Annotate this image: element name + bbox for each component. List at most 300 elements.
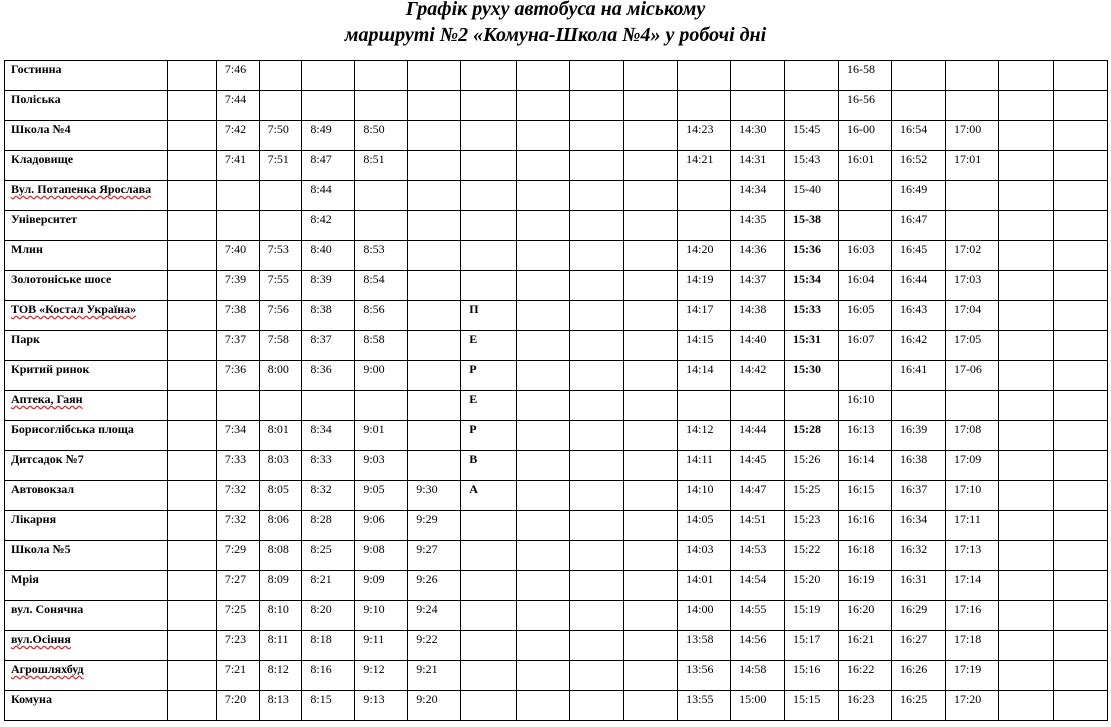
stop-name: Критий ринок (11, 362, 90, 376)
time-cell: 9:24 (408, 601, 461, 631)
time-cell (1053, 691, 1107, 721)
time-cell: 16:19 (839, 571, 892, 601)
time-cell: 15:19 (785, 601, 839, 631)
time-cell: 15:45 (785, 121, 839, 151)
time-cell (1053, 481, 1107, 511)
time-cell (998, 211, 1053, 241)
time-cell (998, 91, 1053, 121)
time-cell: 7:37 (216, 331, 259, 361)
time-cell: 16-00 (839, 121, 892, 151)
time-cell: 13:56 (678, 661, 731, 691)
time-cell (624, 211, 678, 241)
time-cell: 16-58 (839, 61, 892, 91)
time-cell: 16:22 (839, 661, 892, 691)
time-cell: 14:12 (678, 421, 731, 451)
time-cell: 7:40 (216, 241, 259, 271)
time-cell: 16:25 (891, 691, 945, 721)
table-row (5, 121, 1108, 151)
time-cell (570, 571, 624, 601)
time-cell (408, 331, 461, 361)
stop-name: ТОВ «Костал Україна» (11, 302, 137, 316)
time-cell: 17:13 (945, 541, 998, 571)
time-cell (731, 391, 785, 421)
time-cell: 7:29 (216, 541, 259, 571)
time-cell (998, 271, 1053, 301)
time-cell (517, 661, 570, 691)
time-cell (167, 121, 216, 151)
time-cell (517, 631, 570, 661)
time-cell: 14:34 (731, 181, 785, 211)
time-cell (355, 211, 408, 241)
time-cell (517, 451, 570, 481)
time-cell: 8:32 (302, 481, 355, 511)
stop-name-cell (5, 271, 168, 301)
time-cell: 13:55 (678, 691, 731, 721)
time-cell (517, 601, 570, 631)
time-cell (624, 661, 678, 691)
time-cell (570, 391, 624, 421)
time-cell: 9:13 (355, 691, 408, 721)
time-cell (167, 661, 216, 691)
time-cell (1053, 391, 1107, 421)
time-cell (839, 361, 892, 391)
time-cell (1053, 121, 1107, 151)
time-cell: 14:35 (731, 211, 785, 241)
time-cell: 8:08 (259, 541, 302, 571)
time-cell (624, 541, 678, 571)
time-cell (167, 691, 216, 721)
time-cell: 8:12 (259, 661, 302, 691)
time-cell (302, 391, 355, 421)
time-cell: 17:00 (945, 121, 998, 151)
time-cell (517, 691, 570, 721)
route-note-cell (461, 121, 517, 151)
time-cell: 9:00 (355, 361, 408, 391)
time-cell: 14:55 (731, 601, 785, 631)
time-cell: 14:58 (731, 661, 785, 691)
time-cell: 14:37 (731, 271, 785, 301)
time-cell (570, 91, 624, 121)
table-row (5, 481, 1108, 511)
time-cell (1053, 541, 1107, 571)
route-note-cell (461, 691, 517, 721)
time-cell: 8:40 (302, 241, 355, 271)
route-note-cell (461, 511, 517, 541)
stop-name-cell (5, 541, 168, 571)
table-row (5, 151, 1108, 181)
stop-name: Комуна (11, 692, 52, 706)
time-cell (1053, 361, 1107, 391)
time-cell: 16:26 (891, 661, 945, 691)
time-cell: 8:01 (259, 421, 302, 451)
time-cell (998, 151, 1053, 181)
time-cell (624, 271, 678, 301)
stop-name-cell (5, 151, 168, 181)
time-cell (570, 361, 624, 391)
time-cell: 14:31 (731, 151, 785, 181)
time-cell (998, 451, 1053, 481)
time-cell: 9:05 (355, 481, 408, 511)
route-note-cell (461, 631, 517, 661)
time-cell: 7:25 (216, 601, 259, 631)
time-cell (678, 391, 731, 421)
stop-name: Лікарня (11, 512, 57, 526)
route-note-cell (461, 91, 517, 121)
time-cell: 7:36 (216, 361, 259, 391)
time-cell: 16:16 (839, 511, 892, 541)
time-cell: 8:33 (302, 451, 355, 481)
stop-name-cell (5, 661, 168, 691)
time-cell (408, 181, 461, 211)
time-cell: 16:38 (891, 451, 945, 481)
time-cell: 15-38 (785, 211, 839, 241)
time-cell (408, 151, 461, 181)
time-cell (355, 391, 408, 421)
time-cell (517, 361, 570, 391)
time-cell (998, 571, 1053, 601)
time-cell (624, 361, 678, 391)
route-note-cell: Е (461, 331, 517, 361)
time-cell (216, 211, 259, 241)
time-cell (731, 61, 785, 91)
time-cell (1053, 571, 1107, 601)
time-cell: 8:09 (259, 571, 302, 601)
time-cell (167, 181, 216, 211)
stop-name: вул.Осіння (11, 632, 71, 646)
time-cell: 14:03 (678, 541, 731, 571)
time-cell (167, 421, 216, 451)
time-cell: 17:11 (945, 511, 998, 541)
time-cell: 8:06 (259, 511, 302, 541)
time-cell (624, 421, 678, 451)
time-cell: 14:47 (731, 481, 785, 511)
time-cell: 16:32 (891, 541, 945, 571)
time-cell: 16:37 (891, 481, 945, 511)
time-cell: 8:00 (259, 361, 302, 391)
time-cell: 15:23 (785, 511, 839, 541)
time-cell: 14:44 (731, 421, 785, 451)
time-cell (891, 91, 945, 121)
time-cell (517, 91, 570, 121)
time-cell: 14:15 (678, 331, 731, 361)
time-cell: 17:14 (945, 571, 998, 601)
time-cell: 7:34 (216, 421, 259, 451)
time-cell (517, 511, 570, 541)
stop-name: Університет (11, 212, 77, 226)
table-row (5, 91, 1108, 121)
time-cell (570, 61, 624, 91)
time-cell: 16:54 (891, 121, 945, 151)
time-cell (624, 121, 678, 151)
time-cell (998, 601, 1053, 631)
time-cell (624, 691, 678, 721)
table-row (5, 391, 1108, 421)
time-cell: 9:08 (355, 541, 408, 571)
time-cell (570, 331, 624, 361)
route-note-cell (461, 661, 517, 691)
time-cell (570, 211, 624, 241)
time-cell (408, 211, 461, 241)
time-cell: 15:25 (785, 481, 839, 511)
table-row (5, 421, 1108, 451)
time-cell (1053, 181, 1107, 211)
time-cell (167, 151, 216, 181)
time-cell (998, 511, 1053, 541)
time-cell (570, 421, 624, 451)
time-cell (998, 121, 1053, 151)
time-cell: 16:04 (839, 271, 892, 301)
time-cell: 9:09 (355, 571, 408, 601)
time-cell (785, 391, 839, 421)
time-cell: 14:10 (678, 481, 731, 511)
time-cell (517, 331, 570, 361)
time-cell: 16:44 (891, 271, 945, 301)
time-cell (998, 541, 1053, 571)
stop-name: Мрія (11, 572, 39, 586)
time-cell (570, 511, 624, 541)
stop-name: Парк (11, 332, 40, 346)
time-cell (408, 421, 461, 451)
time-cell (408, 121, 461, 151)
time-cell: 8:44 (302, 181, 355, 211)
time-cell (408, 301, 461, 331)
stop-name: Школа №4 (11, 122, 71, 136)
time-cell: 16:45 (891, 241, 945, 271)
table-row (5, 331, 1108, 361)
time-cell: 7:27 (216, 571, 259, 601)
time-cell: 15:15 (785, 691, 839, 721)
time-cell: 7:20 (216, 691, 259, 721)
route-note-cell (461, 61, 517, 91)
time-cell: 17:04 (945, 301, 998, 331)
time-cell: 16:07 (839, 331, 892, 361)
route-note-cell: А (461, 481, 517, 511)
stop-name: Поліська (11, 92, 61, 106)
stop-name: вул. Сонячна (11, 602, 84, 616)
time-cell: 7:56 (259, 301, 302, 331)
time-cell: 9:21 (408, 661, 461, 691)
table-row (5, 211, 1108, 241)
time-cell: 8:42 (302, 211, 355, 241)
time-cell: 9:03 (355, 451, 408, 481)
time-cell: 15:33 (785, 301, 839, 331)
time-cell (998, 241, 1053, 271)
time-cell (785, 91, 839, 121)
time-cell: 8:21 (302, 571, 355, 601)
time-cell (731, 91, 785, 121)
route-note-cell (461, 571, 517, 601)
time-cell: 7:51 (259, 151, 302, 181)
stop-name-cell (5, 301, 168, 331)
stop-name: Кладовище (11, 152, 74, 166)
time-cell: 9:30 (408, 481, 461, 511)
time-cell: 16:29 (891, 601, 945, 631)
time-cell (945, 391, 998, 421)
time-cell (259, 181, 302, 211)
route-note-cell (461, 601, 517, 631)
table-row (5, 631, 1108, 661)
time-cell (167, 511, 216, 541)
time-cell: 14:00 (678, 601, 731, 631)
time-cell: 16:10 (839, 391, 892, 421)
time-cell: 8:54 (355, 271, 408, 301)
time-cell (1053, 301, 1107, 331)
stop-name: Автовокзал (11, 482, 75, 496)
table-row (5, 571, 1108, 601)
time-cell: 16:01 (839, 151, 892, 181)
table-row (5, 361, 1108, 391)
table-row (5, 241, 1108, 271)
stop-name-cell (5, 361, 168, 391)
time-cell: 17:05 (945, 331, 998, 361)
time-cell (624, 451, 678, 481)
route-note-cell: В (461, 451, 517, 481)
stop-name: Школа №5 (11, 542, 71, 556)
time-cell: 14:20 (678, 241, 731, 271)
time-cell: 8:28 (302, 511, 355, 541)
time-cell: 14:23 (678, 121, 731, 151)
time-cell (259, 61, 302, 91)
time-cell: 8:56 (355, 301, 408, 331)
time-cell (408, 61, 461, 91)
time-cell (624, 571, 678, 601)
route-note-cell (461, 541, 517, 571)
time-cell: 8:50 (355, 121, 408, 151)
time-cell: 16:34 (891, 511, 945, 541)
time-cell: 8:03 (259, 451, 302, 481)
time-cell (259, 391, 302, 421)
time-cell: 17:18 (945, 631, 998, 661)
time-cell: 8:38 (302, 301, 355, 331)
time-cell (624, 511, 678, 541)
time-cell (998, 391, 1053, 421)
time-cell (1053, 421, 1107, 451)
time-cell (570, 301, 624, 331)
time-cell: 17:20 (945, 691, 998, 721)
time-cell: 13:58 (678, 631, 731, 661)
route-note-cell (461, 211, 517, 241)
time-cell: 9:11 (355, 631, 408, 661)
time-cell: 16:21 (839, 631, 892, 661)
stop-name-cell (5, 211, 168, 241)
time-cell (1053, 211, 1107, 241)
stop-name-cell (5, 511, 168, 541)
time-cell (1053, 271, 1107, 301)
time-cell: 15:36 (785, 241, 839, 271)
time-cell (998, 331, 1053, 361)
time-cell (945, 91, 998, 121)
time-cell: 7:32 (216, 481, 259, 511)
page-title: Графік руху автобуса на міському (405, 0, 706, 20)
time-cell (167, 391, 216, 421)
time-cell: 16:20 (839, 601, 892, 631)
time-cell: 14:53 (731, 541, 785, 571)
stop-name: Золотоніське шосе (11, 272, 112, 286)
time-cell (624, 61, 678, 91)
time-cell: 16:41 (891, 361, 945, 391)
time-cell (1053, 151, 1107, 181)
time-cell (517, 301, 570, 331)
time-cell: 15:16 (785, 661, 839, 691)
time-cell: 8:36 (302, 361, 355, 391)
time-cell (259, 211, 302, 241)
time-cell: 14:54 (731, 571, 785, 601)
stop-name-cell (5, 571, 168, 601)
time-cell (517, 481, 570, 511)
table-row (5, 691, 1108, 721)
time-cell: 15:00 (731, 691, 785, 721)
stop-name: Борисоглібська площа (11, 422, 134, 436)
time-cell: 7:41 (216, 151, 259, 181)
table-row (5, 661, 1108, 691)
time-cell (167, 331, 216, 361)
stop-name: Агрошляхбуд (11, 662, 84, 676)
time-cell: 8:47 (302, 151, 355, 181)
time-cell: 16:27 (891, 631, 945, 661)
time-cell (408, 271, 461, 301)
time-cell: 9:10 (355, 601, 408, 631)
time-cell: 15:17 (785, 631, 839, 661)
time-cell (570, 181, 624, 211)
time-cell: 9:29 (408, 511, 461, 541)
time-cell: 7:53 (259, 241, 302, 271)
time-cell: 14:40 (731, 331, 785, 361)
time-cell: 7:21 (216, 661, 259, 691)
time-cell: 7:39 (216, 271, 259, 301)
time-cell: 7:46 (216, 61, 259, 91)
stop-name-cell (5, 601, 168, 631)
time-cell: 16:05 (839, 301, 892, 331)
stop-name: Млин (11, 242, 43, 256)
time-cell: 8:11 (259, 631, 302, 661)
route-note-cell: П (461, 301, 517, 331)
time-cell (570, 241, 624, 271)
time-cell (517, 211, 570, 241)
time-cell (945, 211, 998, 241)
time-cell (570, 541, 624, 571)
time-cell (570, 451, 624, 481)
time-cell: 8:49 (302, 121, 355, 151)
table-row (5, 181, 1108, 211)
time-cell: 8:51 (355, 151, 408, 181)
time-cell (167, 361, 216, 391)
time-cell: 16:31 (891, 571, 945, 601)
stop-name-cell (5, 61, 168, 91)
time-cell (517, 421, 570, 451)
time-cell (570, 691, 624, 721)
time-cell (785, 61, 839, 91)
time-cell: 7:55 (259, 271, 302, 301)
time-cell (216, 391, 259, 421)
time-cell (998, 661, 1053, 691)
time-cell: 17:08 (945, 421, 998, 451)
time-cell (624, 331, 678, 361)
time-cell: 16:14 (839, 451, 892, 481)
time-cell: 9:06 (355, 511, 408, 541)
time-cell (1053, 61, 1107, 91)
time-cell: 15:30 (785, 361, 839, 391)
time-cell (998, 631, 1053, 661)
time-cell: 14:14 (678, 361, 731, 391)
time-cell (517, 391, 570, 421)
time-cell: 14:11 (678, 451, 731, 481)
time-cell: 7:38 (216, 301, 259, 331)
time-cell: 7:58 (259, 331, 302, 361)
time-cell (945, 61, 998, 91)
time-cell: 7:32 (216, 511, 259, 541)
stop-name-cell (5, 451, 168, 481)
time-cell: 14:42 (731, 361, 785, 391)
